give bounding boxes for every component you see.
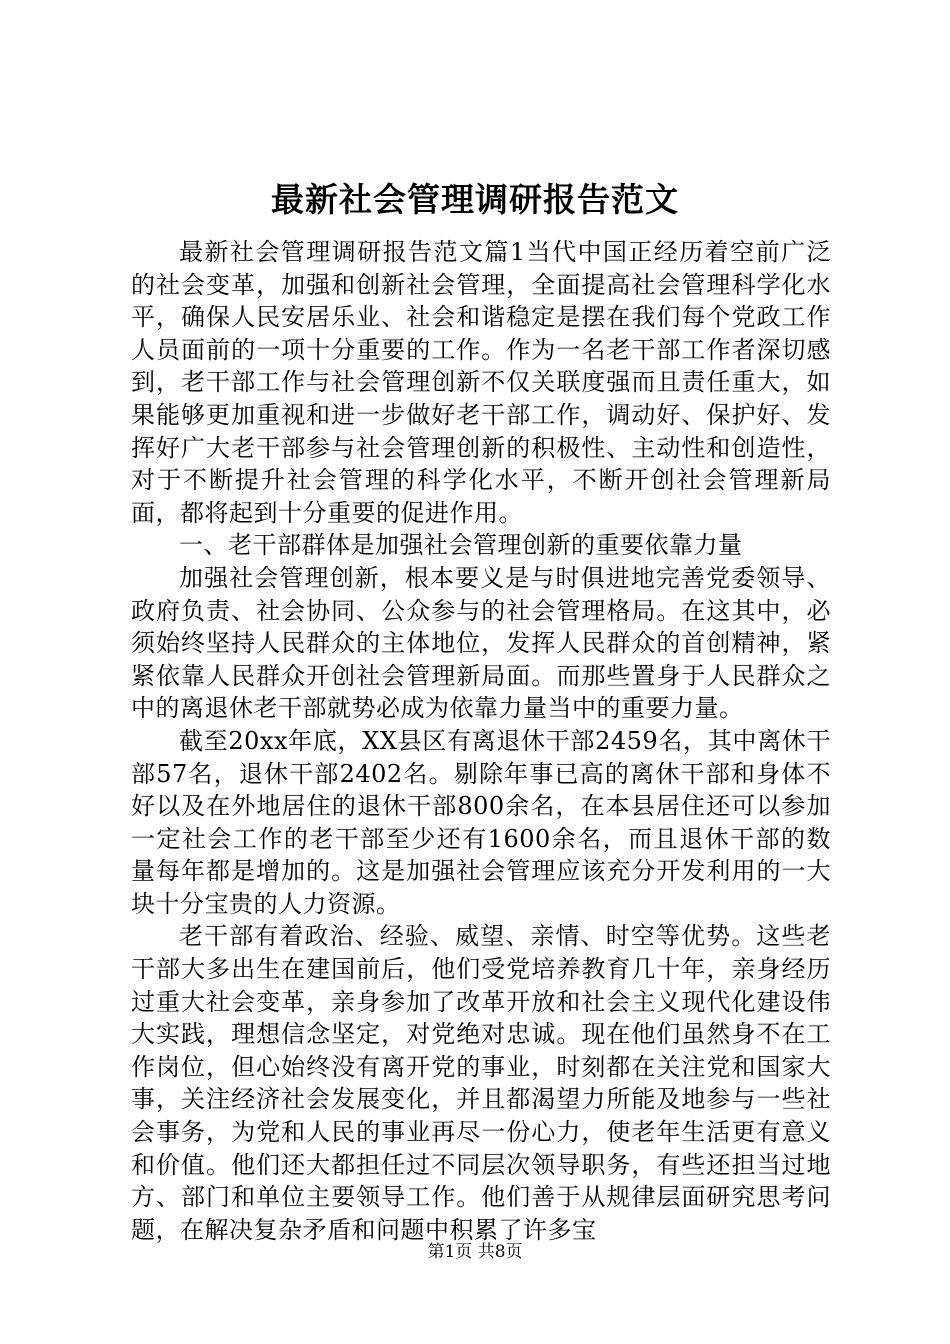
paragraph-4: 老干部有着政治、经验、威望、亲情、时空等优势。这些老干部大多出生在建国前后，他们受党培养教育几十年，亲身经历过重大社会变革，亲身参加了改革开放和社会主义现代化建设伟大实践，理想信念坚定，对党绝对忠诚。现在他们虽然身不在工作岗位，但心始终没有离开党的事业，时刻都在关注党和国家大事，关注经济社会发展变化，并且都渴望力所能及地参与一些社会事务，为党和人民的事业再尽一份心力，使老年生活更有意义和价值。他们还大都担任过不同层次领导职务，有些还担当过地方、部门和单位主要领导工作。他们善于从规律层面研究思考问题，在解决复杂矛盾和问题中积累了许多宝 (131, 922, 831, 1244)
document-title: 最新社会管理调研报告范文 (271, 180, 679, 219)
page-footer: 第1页 共8页 (427, 1242, 523, 1262)
paragraph-intro: 最新社会管理调研报告范文篇1当代中国正经历着空前广泛的社会变革，加强和创新社会管理，全面提高社会管理科学化水平，确保人民安居乐业、社会和谐稳定是摆在我们每个党政工作人员面前的一项十分重要的工作。作为一名老干部工作者深切感到，老干部工作与社会管理创新不仅关联度强而且责任重大，如果能够更加重视和进一步做好老干部工作，调动好、保护好、发挥好广大老干部参与社会管理创新的积极性、主动性和创造性，对于不断提升社会管理的科学化水平，不断开创社会管理新局面，都将起到十分重要的促进作用。 (131, 238, 831, 527)
section-heading-1: 一、老干部群体是加强社会管理创新的重要依靠力量 (179, 531, 743, 560)
paragraph-2: 加强社会管理创新，根本要义是与时俱进地完善党委领导、政府负责、社会协同、公众参与的社会管理格局。在这其中，必须始终坚持人民群众的主体地位，发挥人民群众的首创精神，紧紧依靠人民群众开创社会管理新局面。而那些置身于人民群众之中的离退休老干部就势必成为依靠力量当中的重要力量。 (131, 563, 831, 723)
paragraph-3: 截至20xx年底，XX县区有离退休干部2459名，其中离休干部57名，退休干部2402名。剔除年事已高的离休干部和身体不好以及在外地居住的退休干部800余名，在本县居住还可以参加一定社会工作的老干部至少还有1600余名，而且退休干部的数量每年都是增加的。这是加强社会管理应该充分开发利用的一大块十分宝贵的人力资源。 (131, 726, 831, 918)
document-body (131, 236, 831, 1246)
